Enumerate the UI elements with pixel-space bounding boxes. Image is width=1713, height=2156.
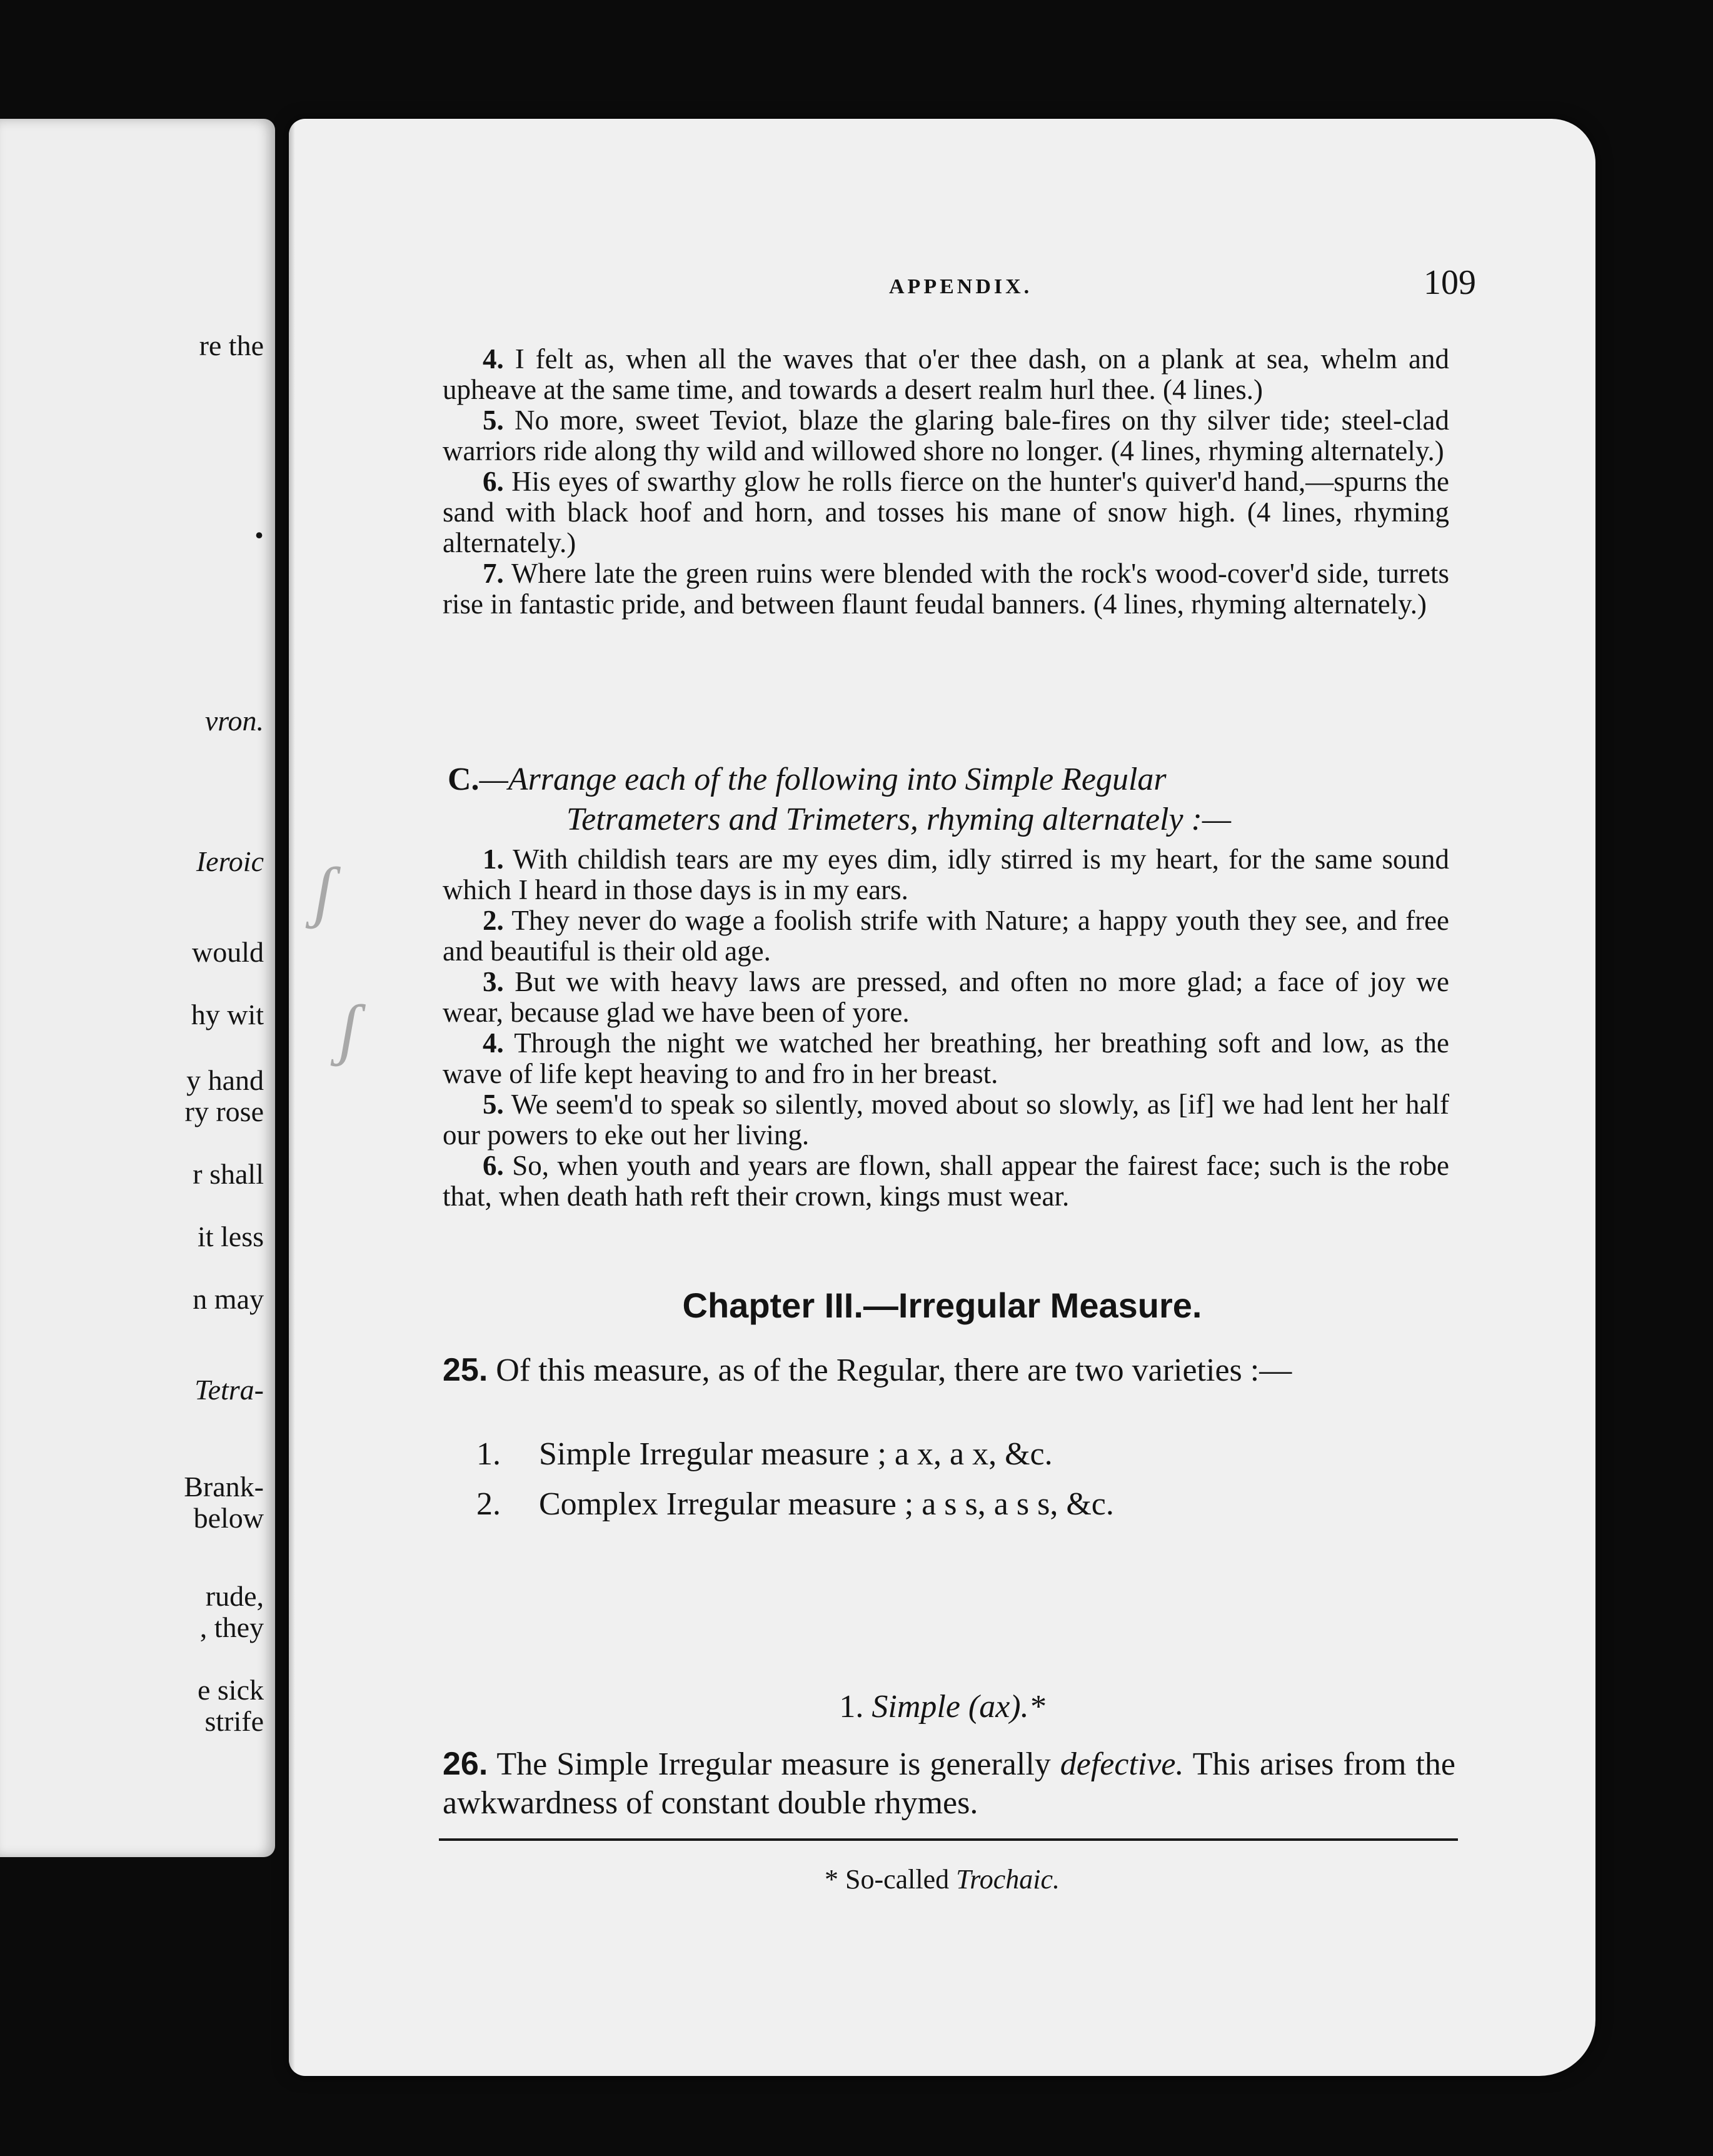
- book-page: [289, 119, 1595, 2076]
- left-page-fragment: ry rose: [184, 1096, 264, 1127]
- section-heading-line: —Arrange each of the following into Simple Regular: [479, 762, 1167, 797]
- left-page-fragment: r shall: [193, 1158, 264, 1190]
- left-page-fragment: e sick: [197, 1674, 264, 1706]
- paragraph-number: 25.: [443, 1352, 488, 1388]
- left-page-fragment: Tetra-: [194, 1374, 264, 1406]
- exercise-item: 4. Through the night we watched her breathing, her breathing soft and low, as the wave of life kept heaving to and fro in her breast.: [443, 1027, 1449, 1089]
- paragraph-text: This arises from the awkwardness of constant double rhymes.: [443, 1746, 1456, 1821]
- left-page: [0, 119, 275, 1857]
- left-page-fragment: n may: [193, 1283, 264, 1315]
- paragraph-26: [443, 1745, 1455, 1823]
- paragraph-25: [443, 1351, 1455, 1390]
- section-letter: C.: [448, 762, 480, 797]
- left-page-fragment: hy wit: [191, 999, 264, 1030]
- exercise-item: 6. So, when youth and years are flown, shall appear the fairest face; such is the robe that, when death hath reft their crown, kings must wear.: [443, 1150, 1450, 1212]
- left-page-fragment: would: [192, 936, 264, 968]
- paragraph-text: The Simple Irregular measure is generally: [496, 1746, 1051, 1782]
- section-c-heading: [448, 760, 1448, 840]
- paragraph-text: Of this measure, as of the Regular, there are two varieties :—: [496, 1353, 1292, 1388]
- exercise-item: 6. His eyes of swarthy glow he rolls fierce on the hunter's quiver'd hand,—spurns the sand with black hoof and horn, and tosses his mane of snow high. (4 lines, rhyming alternately.): [443, 466, 1450, 558]
- left-page-fragment: vron.: [204, 705, 264, 737]
- running-head: APPENDIX.: [889, 275, 1033, 298]
- left-page-fragment: , they: [199, 1611, 264, 1643]
- left-page-fragment: y hand: [186, 1064, 264, 1096]
- left-page-fragment: rude,: [205, 1580, 264, 1612]
- footnote-text: * So-called: [825, 1864, 950, 1895]
- exercise-item: 7. Where late the green ruins were blended with the rock's wood-cover'd side, turrets rise in fantastic pride, and between flaunt feudal banners. (4 lines, rhyming alternately.): [443, 558, 1450, 620]
- exercise-item: 2. They never do wage a foolish strife with Nature; a happy youth they see, and free and beautiful is their old age.: [443, 905, 1450, 967]
- exercise-item: 4. I felt as, when all the waves that o'er thee dash, on a plank at sea, whelm and upheave at the same time, and towards a desert realm hurl thee. (4 lines.): [443, 343, 1450, 405]
- variety-item: 2. Complex Irregular measure ; a s s, a s s, &c.: [476, 1486, 1114, 1522]
- variety-item: 1. Simple Irregular measure ; a x, a x, &c.: [476, 1436, 1053, 1472]
- exercise-list-c: [443, 844, 1449, 1212]
- left-page-fragment: below: [193, 1502, 264, 1534]
- page-gutter: [289, 119, 295, 2076]
- left-page-fragment: it less: [197, 1221, 264, 1252]
- pencil-mark: ʃ: [314, 853, 334, 929]
- exercise-item: 1. With childish tears are my eyes dim, idly stirred is my heart, for the same sound which I heard in those days is in my ears.: [443, 844, 1449, 905]
- left-page-fragment: Ieroic: [196, 845, 264, 877]
- footnote-rule: [439, 1838, 1458, 1841]
- left-page-fragment: Brank-: [184, 1471, 264, 1503]
- left-page-fragment: strife: [204, 1705, 264, 1737]
- section-heading-line: Tetrameters and Trimeters, rhyming alternately :—: [566, 802, 1232, 837]
- subheading-label: Simple (ax).*: [872, 1689, 1045, 1725]
- left-page-fragment: re the: [199, 330, 264, 361]
- exercise-list-b: [443, 344, 1449, 620]
- exercise-item: 3. But we with heavy laws are pressed, and often no more glad; a face of joy we wear, because glad we have been of yore.: [443, 966, 1450, 1028]
- page-number: 109: [1424, 263, 1476, 302]
- subheading-number: 1.: [839, 1689, 864, 1725]
- exercise-item: 5. No more, sweet Teviot, blaze the glaring bale-fires on thy silver tide; steel-clad warriors ride along thy wild and willowed shore no longer. (4 lines, rhyming alternately.): [443, 405, 1449, 466]
- subheading: [289, 1688, 1595, 1725]
- paragraph-emphasis: defective.: [1060, 1746, 1184, 1782]
- pencil-mark: ʃ: [339, 990, 359, 1067]
- exercise-item: 5. We seem'd to speak so silently, moved about so slowly, as [if] we had lent her half our powers to eke out her living.: [443, 1089, 1449, 1151]
- footnote-emphasis: Trochaic.: [956, 1864, 1060, 1895]
- chapter-title: Chapter III.—Irregular Measure.: [682, 1286, 1202, 1325]
- footnote: [289, 1863, 1595, 1895]
- paragraph-number: 26.: [443, 1746, 488, 1782]
- left-page-fragment: .: [254, 505, 264, 546]
